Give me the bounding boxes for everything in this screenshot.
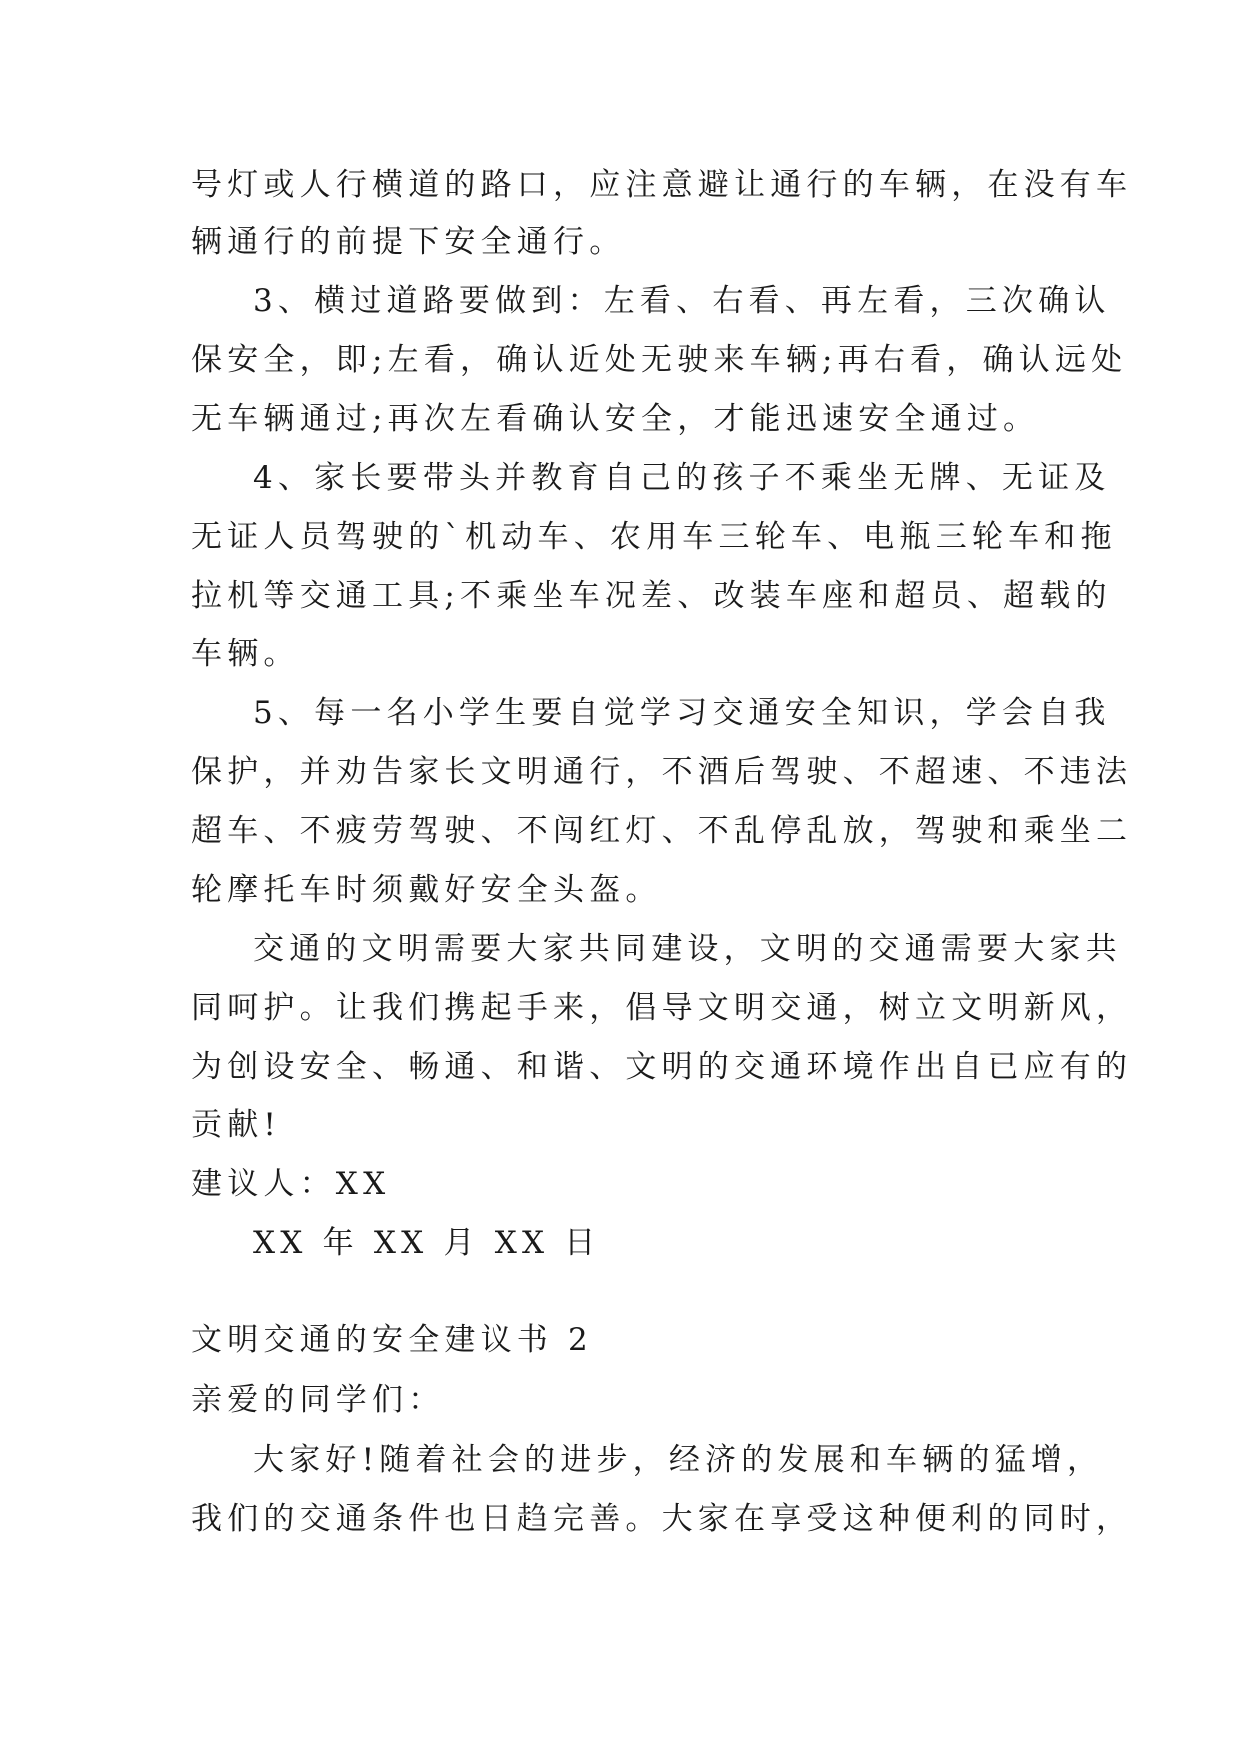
text-line: 为创设安全、畅通、和谐、文明的交通环境作出自已应有的 [191, 1049, 1133, 1085]
text-line: 拉机等交通工具;不乘坐车况差、改装车座和超员、超载的 [191, 578, 1112, 614]
section-title: 文明交通的安全建议书 2 [191, 1322, 593, 1358]
list-item-4: 4、家长要带头并教育自己的孩子不乘坐无牌、无证及 [253, 460, 1111, 496]
text-line: 同呵护。让我们携起手来，倡导文明交通，树立文明新风， [191, 990, 1133, 1026]
date-line: XX 年 XX 月 XX 日 [253, 1225, 601, 1261]
paragraph-start: 交通的文明需要大家共同建设，文明的交通需要大家共 [253, 931, 1122, 967]
text-line: 轮摩托车时须戴好安全头盔。 [191, 872, 662, 908]
text-line: 号灯或人行横道的路口，应注意避让通行的车辆，在没有车 [191, 167, 1133, 203]
list-item-3: 3、横过道路要做到：左看、右看、再左看，三次确认 [253, 283, 1111, 319]
text-line: 我们的交通条件也日趋完善。大家在享受这种便利的同时， [191, 1501, 1133, 1537]
text-line: 超车、不疲劳驾驶、不闯红灯、不乱停乱放，驾驶和乘坐二 [191, 813, 1133, 849]
text-line: 车辆。 [191, 636, 300, 672]
paragraph-start: 大家好!随着社会的进步，经济的发展和车辆的猛增， [253, 1442, 1104, 1478]
salutation: 亲爱的同学们： [191, 1382, 445, 1418]
text-line: 辆通行的前提下安全通行。 [191, 224, 626, 260]
text-line: 保护，并劝告家长文明通行，不酒后驾驶、不超速、不违法 [191, 754, 1133, 790]
proposer-line: 建议人：XX [191, 1166, 391, 1202]
list-item-5: 5、每一名小学生要自觉学习交通安全知识，学会自我 [253, 695, 1111, 731]
text-line: 贡献! [191, 1107, 282, 1143]
text-line: 无车辆通过;再次左看确认安全，才能迅速安全通过。 [191, 401, 1040, 437]
text-line: 无证人员驾驶的`机动车、农用车三轮车、电瓶三轮车和拖 [191, 519, 1117, 555]
text-line: 保安全，即;左看，确认近处无驶来车辆;再右看，确认远处 [191, 342, 1128, 378]
